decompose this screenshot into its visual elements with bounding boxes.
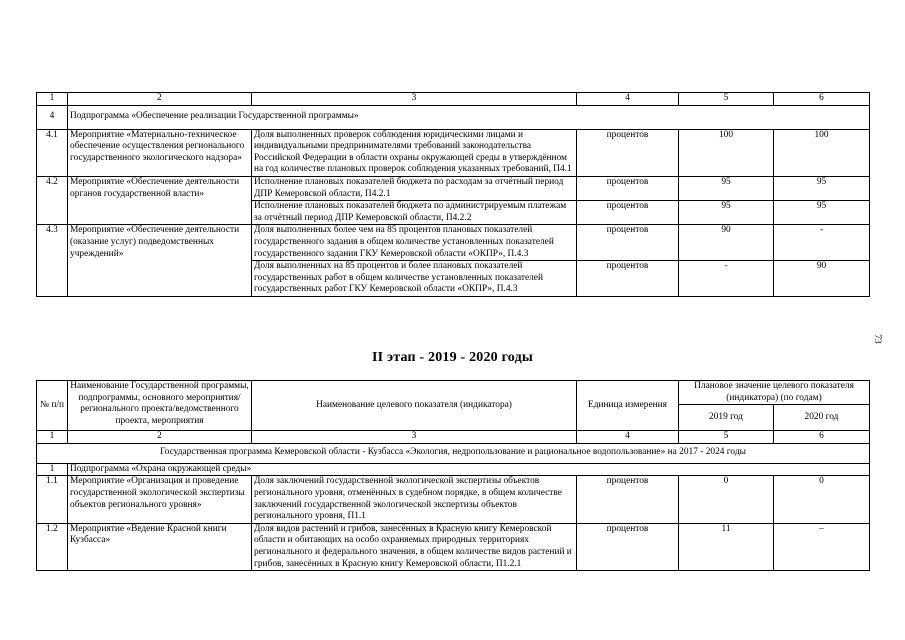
- table-row: [37, 129, 870, 176]
- header-indicator: Наименование целевого показателя (индикатора): [252, 381, 577, 431]
- subprogram-row: [37, 463, 870, 476]
- value-year2: 100: [774, 129, 870, 176]
- unit: процентов: [577, 523, 679, 570]
- measure-name: Мероприятие «Организация и проведение государственной экологической экспертизы объектов регионального уровня»: [68, 476, 252, 523]
- indicator-name: Доля выполненных проверок соблюдения юридическими лицами и индивидуальными предпринимателями требований законодательства Российской Федерации в области охраны окружающей среды в утверждённом на год количестве плановых проверок соблюдения указанных требований, П4.1: [252, 129, 577, 176]
- measure-name: Мероприятие «Материально-техническое обеспечение осуществления регионального государственного экологического надзора»: [68, 129, 252, 176]
- col-num: 5: [679, 93, 774, 106]
- col-num: 6: [774, 431, 870, 444]
- col-num: 1: [37, 93, 68, 106]
- indicator-name: Доля видов растений и грибов, занесённых в Красную книгу Кемеровской области и обитающих на особо охраняемых природных территориях регионального и федерального значения, в общем количестве видов растений и грибов, занесённых в Красную книгу Кемеровской области, П1.2.1: [252, 523, 577, 570]
- header-row: [37, 381, 870, 405]
- indicator-name: Доля выполненных более чем на 85 процентов плановых показателей государственного задания в общем количестве установленных показателей государственного задания ГКУ Кемеровской области «ОКПР», П.4.3: [252, 225, 577, 261]
- stage-title: II этап - 2019 - 2020 годы: [371, 350, 534, 365]
- program-row: [37, 443, 870, 463]
- indicators-table-stage1: [36, 92, 870, 297]
- value-year1: 100: [679, 129, 774, 176]
- header-planned: Плановое значение целевого показателя (индикатора) (по годам): [679, 381, 870, 405]
- unit: процентов: [577, 176, 679, 200]
- header-year2: 2020 год: [774, 405, 870, 431]
- table-row: [37, 225, 870, 261]
- column-number-row: [37, 431, 870, 444]
- value-year2: 95: [774, 176, 870, 200]
- row-number: 4.3: [37, 225, 68, 297]
- header-year1: 2019 год: [679, 405, 774, 431]
- col-num: 2: [68, 93, 252, 106]
- value-year2: –: [774, 523, 870, 570]
- value-year2: 0: [774, 476, 870, 523]
- col-num: 5: [679, 431, 774, 444]
- page-number: 73: [871, 334, 882, 344]
- col-num: 1: [37, 431, 68, 444]
- row-number: 1.1: [37, 476, 68, 523]
- value-year1: 11: [679, 523, 774, 570]
- col-num: 4: [577, 431, 679, 444]
- measure-name: Мероприятие «Обеспечение деятельности органов государственной власти»: [68, 176, 252, 224]
- subprogram-title: Подпрограмма «Охрана окружающей среды»: [68, 463, 870, 476]
- column-number-row: [37, 93, 870, 106]
- col-num: 6: [774, 93, 870, 106]
- indicator-name: Доля выполненных на 85 процентов и более плановых показателей государственных работ в общем количестве установленных показателей государственных работ ГКУ Кемеровской области «ОКПР», П.4.3: [252, 261, 577, 297]
- table-row: [37, 476, 870, 523]
- row-number: 4.2: [37, 176, 68, 224]
- value-year2: 90: [774, 261, 870, 297]
- table-row: [37, 523, 870, 570]
- indicator-name: Доля заключений государственной экологической экспертизы объектов регионального уровня, отменённых в судебном порядке, в общем количестве заключений государственной экологической экспертизы объектов регионального уровня, П1.1: [252, 476, 577, 523]
- value-year1: 0: [679, 476, 774, 523]
- header-unit: Единица измерения: [577, 381, 679, 431]
- subprogram-title: Подпрограмма «Обеспечение реализации Государственной программы»: [68, 105, 870, 129]
- subprogram-row: [37, 105, 870, 129]
- unit: процентов: [577, 129, 679, 176]
- measure-name: Мероприятие «Ведение Красной книги Кузбасса»: [68, 523, 252, 570]
- unit: процентов: [577, 225, 679, 261]
- header-num: № п/п: [37, 381, 68, 431]
- value-year1: 95: [679, 201, 774, 225]
- measure-name: Мероприятие «Обеспечение деятельности (оказание услуг) подведомственных учреждений»: [68, 225, 252, 297]
- unit: процентов: [577, 261, 679, 297]
- header-name: Наименование Государственной программы, подпрограммы, основного мероприятия/регионального проекта/ведомственного проекта, мероприятия: [68, 381, 252, 431]
- value-year1: 95: [679, 176, 774, 200]
- row-number: 1.2: [37, 523, 68, 570]
- table-row: [37, 176, 870, 200]
- value-year2: 95: [774, 201, 870, 225]
- col-num: 3: [252, 93, 577, 106]
- indicator-name: Исполнение плановых показателей бюджета по администрируемым платежам за отчётный период ДПР Кемеровской области, П4.2.2: [252, 201, 577, 225]
- value-year1: 90: [679, 225, 774, 261]
- unit: процентов: [577, 201, 679, 225]
- indicator-name: Исполнение плановых показателей бюджета по расходам за отчётный период ДПР Кемеровской области, П4.2.1: [252, 176, 577, 200]
- program-title: Государственная программа Кемеровской области - Кузбасса «Экология, недропользование и рациональное водопользование» на 2017 - 2024 годы: [37, 443, 870, 463]
- unit: процентов: [577, 476, 679, 523]
- row-number: 4.1: [37, 129, 68, 176]
- col-num: 2: [68, 431, 252, 444]
- row-number: 1: [37, 463, 68, 476]
- col-num: 3: [252, 431, 577, 444]
- value-year2: -: [774, 225, 870, 261]
- col-num: 4: [577, 93, 679, 106]
- indicators-table-stage2: [36, 380, 870, 571]
- row-number: 4: [37, 105, 68, 129]
- value-year1: -: [679, 261, 774, 297]
